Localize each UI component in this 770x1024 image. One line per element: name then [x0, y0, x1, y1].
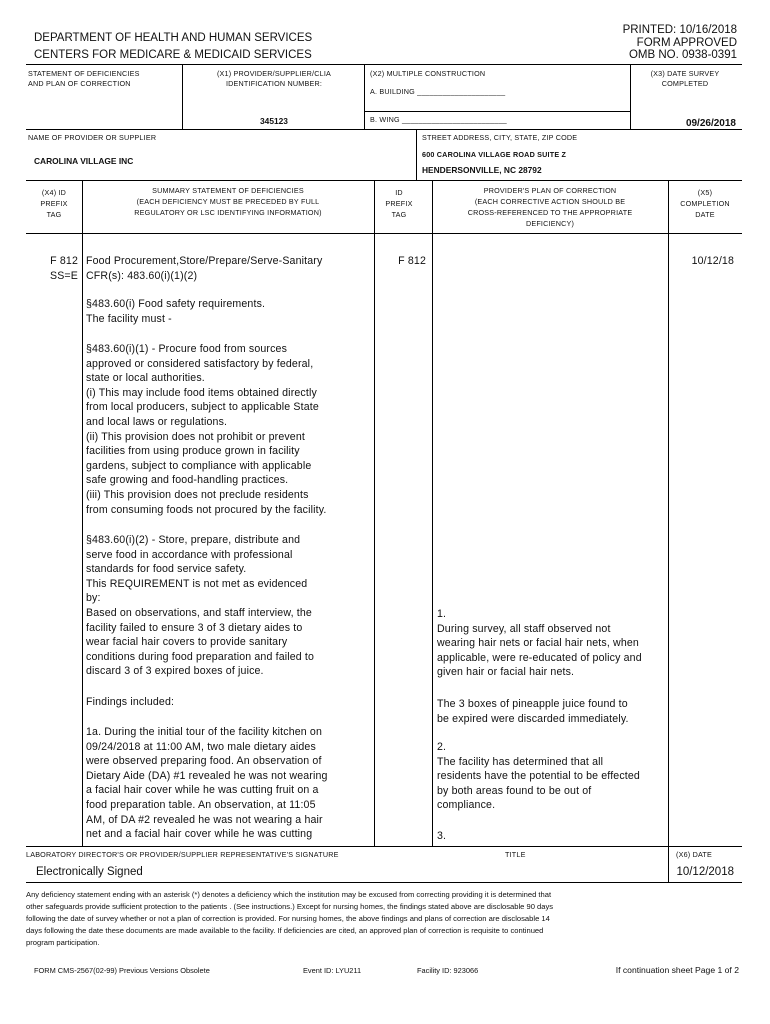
x2-label: (X2) MULTIPLE CONSTRUCTION [370, 69, 486, 78]
event-id: Event ID: LYU211 [303, 966, 362, 975]
form-approved: FORM APPROVED [636, 37, 737, 49]
street-address: 600 CAROLINA VILLAGE ROAD SUITE Z [422, 150, 567, 159]
plan-item-3: 3. [437, 830, 447, 842]
plan-item-1: 1. During survey, all staff observed not wearing hair nets or facial hair nets, when applicable, were re-educated of policy and given hair or facial hair nets. [437, 608, 642, 679]
facility-id: Facility ID: 923066 [417, 966, 479, 975]
x4-header: (X4) ID PREFIX TAG [40, 188, 68, 219]
scope-severity: SS=E [50, 270, 78, 282]
plan-header: PROVIDER'S PLAN OF CORRECTION (EACH CORRECTIVE ACTION SHOULD BE CROSS-REFERENCED TO THE APPROPRIATE DEFICIENCY) [467, 186, 633, 228]
findings-paragraph: 1a. During the initial tour of the facility kitchen on 09/24/2018 at 11:00 AM, two male dietary aides were observed preparing food. An observation of Dietary Aide (DA) #1 revealed he was not wearing a facial hair cover while he was cutting fruit on a food preparation table. An observation, at 11:05 AM, of DA #2 revealed he was not wearing a hair net and a facial hair cover while he was cutting [86, 726, 328, 841]
provider-name-label: NAME OF PROVIDER OR SUPPLIER [28, 133, 157, 142]
statement-label: STATEMENT OF DEFICIENCIES AND PLAN OF CORRECTION [28, 69, 140, 88]
provider-name: CAROLINA VILLAGE INC [34, 156, 134, 166]
building-field: A. BUILDING _____________________ [370, 87, 506, 96]
address-label: STREET ADDRESS, CITY, STATE, ZIP CODE [422, 133, 578, 142]
signature-date: 10/12/2018 [676, 866, 734, 878]
x1-label: (X1) PROVIDER/SUPPLIER/CLIA IDENTIFICATION NUMBER: [216, 69, 332, 88]
plan-item-juice: The 3 boxes of pineapple juice found to be expired were discarded immediately. [437, 698, 629, 725]
signature-date-label: (X6) DATE [676, 850, 713, 859]
printed-date: PRINTED: 10/16/2018 [622, 24, 737, 36]
survey-completed-date: 09/26/2018 [685, 118, 736, 129]
city-state-zip: HENDERSONVILLE, NC 28792 [422, 165, 542, 175]
regulation-paragraph-1: §483.60(i) Food safety requirements. The facility must - [86, 298, 266, 325]
completion-date: 10/12/18 [691, 255, 734, 267]
form-number: FORM CMS-2567(02-99) Previous Versions Obsolete [34, 966, 210, 975]
provider-number: 345123 [260, 116, 288, 126]
plan-item-2: 2. The facility has determined that all residents have the potential to be effected by both areas found to be out of compliance. [437, 741, 640, 812]
deficiency-title: Food Procurement,Store/Prepare/Serve-Sanitary CFR(s): 483.60(i)(1)(2) [86, 255, 323, 282]
wing-field: B. WING _________________________ [370, 115, 507, 124]
title-label: TITLE [505, 850, 526, 859]
deficiency-tag: F 812 [50, 255, 78, 267]
signature-label: LABORATORY DIRECTOR'S OR PROVIDER/SUPPLIER REPRESENTATIVE'S SIGNATURE [26, 850, 339, 859]
page-indicator: If continuation sheet Page 1 of 2 [615, 965, 739, 975]
plan-id-tag: F 812 [398, 255, 426, 267]
department-name: DEPARTMENT OF HEALTH AND HUMAN SERVICES [34, 32, 313, 44]
regulation-paragraph-2: §483.60(i)(1) - Procure food from sources approved or considered satisfactory by federal, state or local authorities. (i) This may include food items obtained directly from local producers, subject to applicable State and local laws or regulations. (ii) This provision does not prohibit or prevent facilities from using produce grown in facility gardens, subject to compliance with applicable safe growing and food-handling practices. (iii) This provision does not preclude residents from consuming foods not procured by the facility. [86, 343, 327, 516]
id-header: ID PREFIX TAG [385, 188, 413, 219]
summary-header: SUMMARY STATEMENT OF DEFICIENCIES (EACH DEFICIENCY MUST BE PRECEDED BY FULL REGULATORY OR LSC IDENTIFYING INFORMATION) [134, 186, 322, 217]
x3-label: (X3) DATE SURVEY COMPLETED [650, 69, 720, 88]
x5-header: (X5) COMPLETION DATE [680, 188, 730, 219]
omb-number: OMB NO. 0938-0391 [628, 49, 737, 61]
agency-name: CENTERS FOR MEDICARE & MEDICAID SERVICES [34, 49, 312, 61]
signature-value: Electronically Signed [36, 866, 143, 878]
regulation-paragraph-3: §483.60(i)(2) - Store, prepare, distribute and serve food in accordance with professional standards for food service safety. This REQUIREMENT is not met as evidenced by: Based on observations, and staff interview, the facility failed to ensure 3 of 3 dietary aides to wear facial hair covers to provide sanitary conditions during food preparation and failed to discard 3 of 3 expired boxes of juice. [86, 534, 315, 678]
disclaimer: Any deficiency statement ending with an asterisk (*) denotes a deficiency which the institution may be excused from correcting providing it is determined that other safeguards provide sufficient protection to the patients . (See instructions.) Except for nursing homes, the findings stated above are disclosable 90 days following the date of survey whether or not a plan of correction is provided. For nursing homes, the above findings and plans of correction are disclosable 14 days following the date these documents are made available to the facility. If deficiencies are cited, an approved plan of correction is requisite to continued program participation. [26, 890, 554, 947]
findings-label: Findings included: [86, 696, 175, 708]
